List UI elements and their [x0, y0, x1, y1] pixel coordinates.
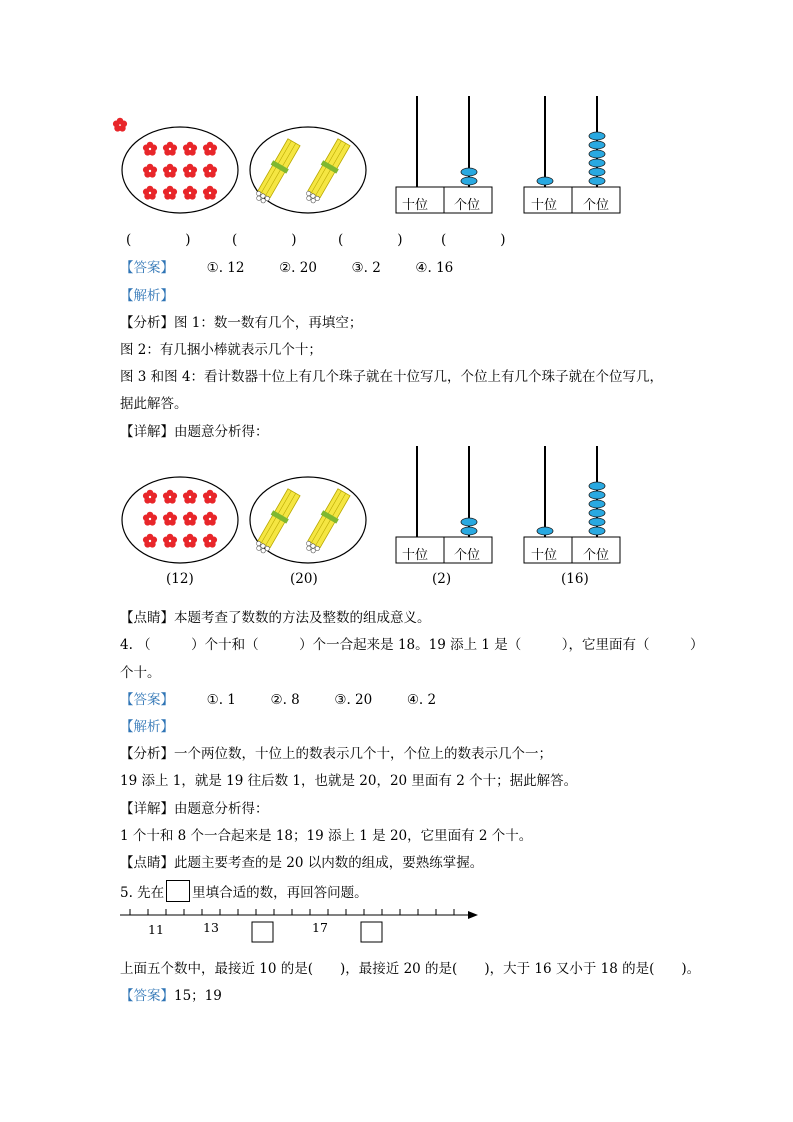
- xiangjie-text: 由题意分析得：: [174, 801, 269, 817]
- analysis-tag: 【解析】: [120, 288, 174, 304]
- answer-item: ①. 1: [206, 692, 236, 708]
- flowers-oval-figure-1: [120, 125, 240, 215]
- q4-fenxi-2: 19 添上 1，就是 19 往后数 1，也就是 20，20 里面有 2 个十；据此解答。: [120, 773, 578, 789]
- q4-dianjing: [120, 851, 483, 871]
- sticks-oval-figure-2-solved: [248, 475, 368, 565]
- analysis-tag: 【解析】: [120, 719, 174, 735]
- answer-item: ③. 20: [334, 692, 373, 708]
- blank-parens-2: ( ): [232, 232, 297, 248]
- filled-parens-4: (16): [561, 571, 589, 587]
- fenxi-text: 图 1：数一数有几个，再填空；: [174, 315, 363, 331]
- answer-tag: 【答案】: [120, 260, 174, 276]
- flowers-oval-figure-1-solved: [120, 475, 240, 565]
- q4-xiangjie-1: [120, 797, 269, 817]
- xiangjie-tag: 【详解】: [120, 801, 174, 817]
- answer-tag: 【答案】: [120, 988, 174, 1004]
- q3-fenxi-1: [120, 311, 362, 331]
- q3-fenxi-2: 图 2：有几捆小棒就表示几个十；: [120, 342, 322, 358]
- tick-label-11: 11: [148, 922, 164, 937]
- q3-dianjing: [120, 606, 431, 626]
- q4-fenxi-1: [120, 742, 552, 762]
- ones-label: 个位: [454, 198, 481, 213]
- blank-parens-1: ( ): [126, 232, 191, 248]
- fenxi-text: 一个两位数，十位上的数表示几个十，个位上的数表示几个一；: [174, 746, 552, 762]
- blank-parens-4: ( ): [441, 232, 506, 248]
- q5-answer-line: [120, 984, 222, 1004]
- answer-item: ②. 8: [270, 692, 300, 708]
- q4-question-1: 4. （ ）个十和（ ）个一合起来是 18。19 添上 1 是（ ），它里面有（ ）: [120, 637, 704, 653]
- dianjing-tag: 【点睛】: [120, 855, 174, 871]
- q5-sub-question: 上面五个数中，最接近 10 的是( )，最接近 20 的是( )，大于 16 又小于 18 的是( )。: [120, 961, 701, 977]
- fill-box: [166, 880, 190, 902]
- tens-label: 十位: [402, 548, 429, 563]
- q3-fenxi-3: 图 3 和图 4：看计数器十位上有几个珠子就在十位写几，个位上有几个珠子就在个位写几，: [120, 369, 664, 385]
- filled-parens-1: (12): [166, 571, 194, 587]
- xiangjie-tag: 【详解】: [120, 424, 174, 440]
- dianjing-tag: 【点睛】: [120, 610, 174, 626]
- fenxi-tag: 【分析】: [120, 315, 174, 331]
- dianjing-text: 此题主要考查的是 20 以内数的组成，要熟练掌握。: [174, 855, 484, 871]
- answer-tag: 【答案】: [120, 692, 174, 708]
- q4-xiangjie-2: 1 个十和 8 个一合起来是 18；19 添上 1 是 20，它里面有 2 个十。: [120, 828, 533, 844]
- filled-parens-3: (2): [432, 571, 452, 587]
- dianjing-text: 本题考查了数数的方法及整数的组成意义。: [174, 610, 431, 626]
- q5-suffix: 里填合适的数，再回答问题。: [192, 885, 368, 901]
- answer-item: ②. 20: [279, 260, 317, 276]
- q3-answer-line: [120, 256, 453, 276]
- answer-item: ④. 2: [406, 692, 437, 708]
- tens-label: 十位: [531, 548, 558, 563]
- q4-question-2: 个十。: [120, 665, 161, 681]
- answer-item: ①. 12: [206, 260, 245, 276]
- answer-text: 15；19: [174, 988, 222, 1004]
- filled-parens-2: (20): [290, 571, 318, 587]
- q3-xiangjie: [120, 420, 269, 440]
- number-line: [118, 905, 488, 945]
- q4-answer-line: [120, 688, 436, 708]
- tick-label-17: 17: [312, 920, 328, 935]
- ones-label: 个位: [583, 548, 610, 563]
- q5-question: [120, 880, 368, 902]
- tens-label: 十位: [402, 198, 429, 213]
- q3-fenxi-4: 据此解答。: [120, 396, 188, 412]
- answer-item: ④. 16: [415, 260, 454, 276]
- ones-label: 个位: [583, 198, 610, 213]
- answer-item: ③. 2: [351, 260, 381, 276]
- fenxi-tag: 【分析】: [120, 746, 174, 762]
- tens-label: 十位: [531, 198, 558, 213]
- xiangjie-text: 由题意分析得：: [174, 424, 269, 440]
- tick-label-13: 13: [203, 920, 219, 935]
- ones-label: 个位: [454, 548, 481, 563]
- blank-parens-3: ( ): [338, 232, 403, 248]
- sticks-oval-figure-2: [248, 125, 368, 215]
- q5-prefix: 5. 先在: [120, 885, 165, 901]
